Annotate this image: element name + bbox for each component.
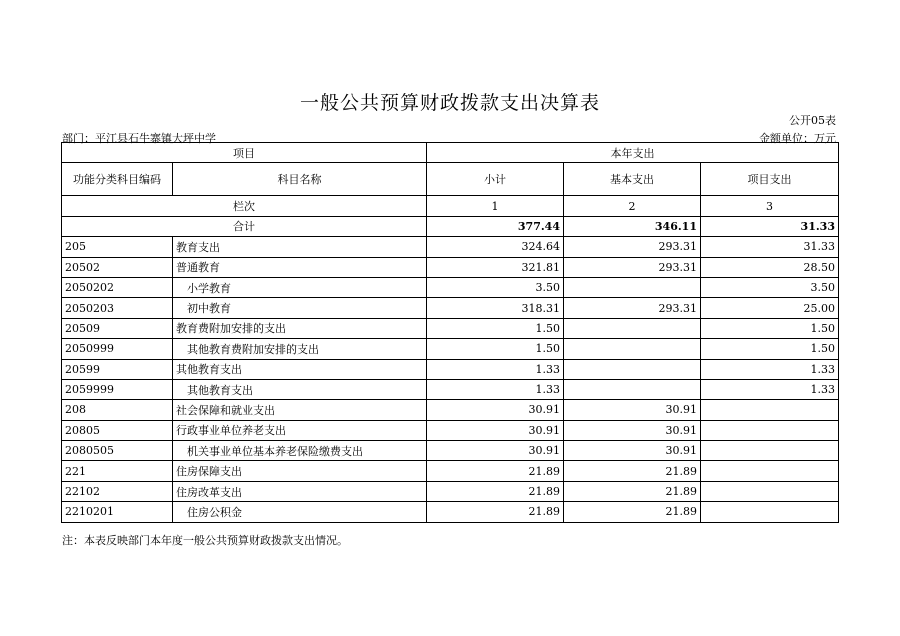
row-basic: 293.31 <box>564 257 701 277</box>
header-row-1 <box>62 143 839 163</box>
total-subtotal: 377.44 <box>427 216 564 236</box>
column-3: 3 <box>701 196 839 216</box>
row-name: 住房改革支出 <box>173 481 427 501</box>
header-subtotal: 小计 <box>427 163 564 196</box>
footnote: 注：本表反映部门本年度一般公共预算财政拨款支出情况。 <box>62 534 348 547</box>
row-name: 其他教育费附加安排的支出 <box>173 339 427 359</box>
unit-label: 金额单位：万元 <box>759 132 836 145</box>
row-basic: 30.91 <box>564 420 701 440</box>
header-current-year: 本年支出 <box>427 143 839 163</box>
total-row <box>62 216 839 236</box>
row-subtotal: 321.81 <box>427 257 564 277</box>
table-row <box>62 379 839 399</box>
table-row <box>62 359 839 379</box>
table-row <box>62 441 839 461</box>
row-basic <box>564 359 701 379</box>
row-project: 1.33 <box>701 379 839 399</box>
total-project: 31.33 <box>701 216 839 236</box>
row-code: 2210201 <box>62 502 173 522</box>
row-basic: 21.89 <box>564 481 701 501</box>
row-subtotal: 3.50 <box>427 277 564 297</box>
row-name: 普通教育 <box>173 257 427 277</box>
row-code: 2059999 <box>62 379 173 399</box>
row-subtotal: 30.91 <box>427 420 564 440</box>
row-code: 2050999 <box>62 339 173 359</box>
row-subtotal: 30.91 <box>427 400 564 420</box>
table-row <box>62 420 839 440</box>
row-basic: 293.31 <box>564 298 701 318</box>
row-name: 其他教育支出 <box>173 379 427 399</box>
department-label: 部门：平江县石牛寨镇大坪中学 <box>62 132 216 145</box>
row-code: 2050202 <box>62 277 173 297</box>
column-index-row <box>62 196 839 216</box>
row-subtotal: 21.89 <box>427 461 564 481</box>
table-row <box>62 257 839 277</box>
row-code: 205 <box>62 237 173 257</box>
table-row <box>62 339 839 359</box>
total-basic: 346.11 <box>564 216 701 236</box>
row-subtotal: 324.64 <box>427 237 564 257</box>
row-basic: 293.31 <box>564 237 701 257</box>
row-basic: 30.91 <box>564 400 701 420</box>
page-title: 一般公共预算财政拨款支出决算表 <box>299 92 600 114</box>
row-name: 社会保障和就业支出 <box>173 400 427 420</box>
header-project: 项目支出 <box>701 163 839 196</box>
row-code: 2080505 <box>62 441 173 461</box>
form-number: 公开05表 <box>789 114 836 127</box>
row-subtotal: 318.31 <box>427 298 564 318</box>
row-subtotal: 1.33 <box>427 359 564 379</box>
row-project: 1.50 <box>701 318 839 338</box>
row-project <box>701 441 839 461</box>
header-code: 功能分类科目编码 <box>62 163 173 196</box>
row-project: 1.33 <box>701 359 839 379</box>
column-1: 1 <box>427 196 564 216</box>
row-name: 住房公积金 <box>173 502 427 522</box>
row-basic: 21.89 <box>564 502 701 522</box>
table-row <box>62 502 839 522</box>
row-basic <box>564 277 701 297</box>
row-name: 教育费附加安排的支出 <box>173 318 427 338</box>
row-basic: 21.89 <box>564 461 701 481</box>
row-project <box>701 400 839 420</box>
row-name: 教育支出 <box>173 237 427 257</box>
table-row <box>62 461 839 481</box>
row-name: 初中教育 <box>173 298 427 318</box>
row-name: 其他教育支出 <box>173 359 427 379</box>
header-item: 项目 <box>62 143 427 163</box>
row-project <box>701 420 839 440</box>
column-2: 2 <box>564 196 701 216</box>
row-project <box>701 461 839 481</box>
row-subtotal: 1.50 <box>427 318 564 338</box>
row-project <box>701 502 839 522</box>
row-project: 3.50 <box>701 277 839 297</box>
row-subtotal: 1.50 <box>427 339 564 359</box>
row-name: 行政事业单位养老支出 <box>173 420 427 440</box>
row-basic <box>564 318 701 338</box>
row-name: 小学教育 <box>173 277 427 297</box>
row-name: 住房保障支出 <box>173 461 427 481</box>
row-subtotal: 21.89 <box>427 502 564 522</box>
total-label: 合计 <box>62 216 427 236</box>
table-row <box>62 237 839 257</box>
row-subtotal: 1.33 <box>427 379 564 399</box>
row-basic: 30.91 <box>564 441 701 461</box>
row-project: 1.50 <box>701 339 839 359</box>
row-code: 2050203 <box>62 298 173 318</box>
row-subtotal: 30.91 <box>427 441 564 461</box>
header-basic: 基本支出 <box>564 163 701 196</box>
row-project: 28.50 <box>701 257 839 277</box>
header-name: 科目名称 <box>173 163 427 196</box>
row-project: 31.33 <box>701 237 839 257</box>
row-basic <box>564 339 701 359</box>
row-code: 22102 <box>62 481 173 501</box>
header-row-2 <box>62 163 839 196</box>
table-row <box>62 481 839 501</box>
row-project <box>701 481 839 501</box>
row-code: 221 <box>62 461 173 481</box>
row-code: 20599 <box>62 359 173 379</box>
row-basic <box>564 379 701 399</box>
row-code: 20509 <box>62 318 173 338</box>
budget-table <box>61 142 839 523</box>
column-label: 栏次 <box>62 196 427 216</box>
table-row <box>62 298 839 318</box>
table-row <box>62 318 839 338</box>
row-code: 20805 <box>62 420 173 440</box>
table-row <box>62 400 839 420</box>
table-row <box>62 277 839 297</box>
row-code: 208 <box>62 400 173 420</box>
row-code: 20502 <box>62 257 173 277</box>
row-subtotal: 21.89 <box>427 481 564 501</box>
row-project: 25.00 <box>701 298 839 318</box>
row-name: 机关事业单位基本养老保险缴费支出 <box>173 441 427 461</box>
